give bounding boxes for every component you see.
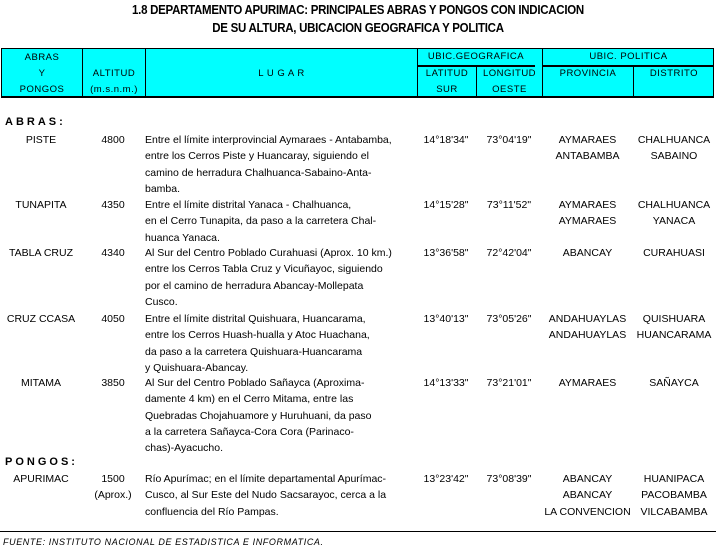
cell-provincia-line: AYMARAES xyxy=(558,134,617,146)
cell-altitud-line: 4800 xyxy=(101,134,125,146)
cell-distrito-line: CURAHUASI xyxy=(643,247,705,259)
cell-lugar-line: entre los Cerros Piste y Huancaray, siguiendo el xyxy=(145,150,369,163)
section-label-pongos: PONGOS: xyxy=(5,456,78,468)
cell-altitud-line: (Aprox.) xyxy=(94,489,132,502)
cell-provincia xyxy=(542,471,633,520)
col-header-ubic-geografica: UBIC.GEOGRAFICA xyxy=(427,51,525,62)
cell-distrito-line: PACOBAMBA xyxy=(641,489,707,502)
cell-altitud xyxy=(82,245,144,261)
col-header-longitud: LONGITUD OESTE xyxy=(482,68,537,95)
cell-lugar xyxy=(145,245,417,310)
cell-provincia-line: ABANCAY xyxy=(562,489,613,502)
cell-latitud: 13°23'42" xyxy=(423,473,469,485)
cell-name: TUNAPITA xyxy=(15,199,67,211)
cell-name: TABLA CRUZ xyxy=(9,247,73,259)
cell-lugar-line: entre los Cerros Tabla Cruz y Vicuñayoc, siguiendo xyxy=(145,263,383,276)
cell-provincia-line: AYMARAES xyxy=(558,377,617,389)
cell-altitud xyxy=(82,197,144,213)
cell-lugar-line: Cusco, al Sur Este del Nudo Sacsarayoc, cerca a la xyxy=(145,489,387,502)
cell-provincia-line: AYMARAES xyxy=(558,215,617,228)
col-header-abras: ABRAS Y PONGOS xyxy=(19,52,65,95)
cell-altitud xyxy=(82,375,144,391)
cell-name: APURIMAC xyxy=(13,473,69,485)
cell-altitud-line: 4050 xyxy=(101,313,125,325)
cell-distrito xyxy=(633,245,715,261)
cell-lugar-line: entre los Cerros Huash-hualla y Atoc Huachana, xyxy=(145,329,370,342)
cell-provincia-line: AYMARAES xyxy=(558,199,617,211)
col-header-distrito: DISTRITO xyxy=(649,68,699,79)
cell-lugar xyxy=(145,197,417,246)
cell-distrito-line: VILCABAMBA xyxy=(640,505,708,518)
cell-distrito xyxy=(633,311,715,344)
cell-lugar xyxy=(145,311,417,376)
cell-distrito-line: QUISHUARA xyxy=(642,313,706,325)
cell-distrito-line: HUANIPACA xyxy=(643,473,705,485)
bottom-rule xyxy=(0,531,716,532)
cell-provincia-line: LA CONVENCION xyxy=(544,505,631,518)
cell-lugar-line: huanca Yanaca. xyxy=(145,231,220,244)
cell-lugar-line: en el Cerro Tunapita, da paso a la carretera Chal- xyxy=(145,215,377,228)
cell-lugar-line: a la carretera Sañayca-Cora Cora (Parinaco- xyxy=(145,425,354,438)
cell-distrito-line: YANACA xyxy=(652,215,696,228)
cell-longitud: 73°04'19" xyxy=(486,134,532,146)
cell-latitud: 14°18'34" xyxy=(423,134,469,146)
cell-provincia xyxy=(542,311,633,344)
cell-lugar xyxy=(145,471,417,520)
cell-lugar-line: Río Apurímac; en el límite departamental Apurímac- xyxy=(145,473,387,485)
cell-distrito-line: SABAINO xyxy=(650,150,698,163)
cell-lugar-line: damente 4 km) en el Cerro Mitama, entre las xyxy=(145,393,354,406)
page-subtitle: DE SU ALTURA, UBICACION GEOGRAFICA Y POLITICA xyxy=(212,21,504,35)
cell-name: MITAMA xyxy=(20,377,62,389)
cell-lugar-line: por el camino de herradura Abancay-Mollepata xyxy=(145,279,364,292)
cell-lugar-line: chas)-Ayacucho. xyxy=(145,442,224,455)
cell-latitud: 13°40'13" xyxy=(423,313,469,325)
col-header-lugar: L U G A R xyxy=(258,68,305,79)
cell-longitud: 73°08'39" xyxy=(486,473,532,485)
cell-lugar-line: Cusco. xyxy=(145,295,178,308)
cell-altitud-line: 4350 xyxy=(101,199,125,211)
cell-lugar-line: Entre el límite distrital Quishuara, Huancarama, xyxy=(145,313,366,325)
cell-lugar-line: Entre el límite distrital Yanaca - Chalhuanca, xyxy=(145,199,352,211)
cell-provincia-line: ANDAHUAYLAS xyxy=(548,329,627,342)
cell-provincia xyxy=(542,375,633,391)
cell-longitud: 73°11'52" xyxy=(486,199,532,211)
page-title: 1.8 DEPARTAMENTO APURIMAC: PRINCIPALES ABRAS Y PONGOS CON INDICACION xyxy=(132,3,584,17)
cell-longitud: 72°42'04" xyxy=(486,247,532,259)
cell-lugar-line: y Quishuara-Abancay. xyxy=(145,361,249,374)
cell-lugar-line: bamba. xyxy=(145,182,181,195)
cell-distrito-line: CHALHUANCA xyxy=(637,199,711,211)
cell-distrito-line: SAÑAYCA xyxy=(649,377,699,389)
cell-provincia-line: ANDAHUAYLAS xyxy=(548,313,627,325)
cell-altitud xyxy=(82,132,144,148)
cell-longitud: 73°05'26" xyxy=(486,313,532,325)
cell-provincia xyxy=(542,132,633,165)
cell-provincia xyxy=(542,197,633,230)
cell-lugar xyxy=(145,375,417,456)
cell-distrito xyxy=(633,375,715,391)
col-header-provincia: PROVINCIA xyxy=(559,68,617,79)
cell-lugar xyxy=(145,132,417,197)
cell-distrito-line: HUANCARAMA xyxy=(636,329,712,342)
cell-name: PISTE xyxy=(25,134,57,146)
cell-lugar-line: Quebradas Chojahuamore y Huruhuani, da paso xyxy=(145,409,372,422)
cell-latitud: 14°15'28" xyxy=(423,199,469,211)
cell-lugar-line: Entre el límite interprovincial Aymaraes - Antabamba, xyxy=(145,134,392,146)
cell-name: CRUZ CCASA xyxy=(6,313,76,325)
cell-altitud xyxy=(82,471,144,504)
col-header-latitud: LATITUD SUR xyxy=(425,68,469,95)
table-header xyxy=(1,48,714,98)
cell-lugar-line: Al Sur del Centro Poblado Sañayca (Aproxima- xyxy=(145,377,365,389)
cell-altitud-line: 1500 xyxy=(101,473,125,485)
cell-altitud xyxy=(82,311,144,327)
cell-lugar-line: Al Sur del Centro Poblado Curahuasi (Aprox. 10 km.) xyxy=(145,247,392,259)
col-header-ubic-politica: UBIC. POLITICA xyxy=(589,51,668,62)
cell-distrito-line: CHALHUANCA xyxy=(637,134,711,146)
section-label-abras: ABRAS: xyxy=(5,116,66,128)
cell-distrito xyxy=(633,197,715,230)
cell-distrito xyxy=(633,471,715,520)
cell-lugar-line: camino de herradura Chalhuanca-Sabaino-Anta- xyxy=(145,166,372,179)
cell-longitud: 73°21'01" xyxy=(486,377,532,389)
source-footnote: FUENTE: INSTITUTO NACIONAL DE ESTADISTICA E INFORMATICA. xyxy=(3,537,324,547)
cell-provincia xyxy=(542,245,633,261)
cell-provincia-line: ABANCAY xyxy=(562,247,613,259)
cell-distrito xyxy=(633,132,715,165)
cell-provincia-line: ABANCAY xyxy=(562,473,613,485)
cell-provincia-line: ANTABAMBA xyxy=(555,150,620,163)
col-header-altitud: ALTITUD (m.s.n.m.) xyxy=(90,68,138,95)
cell-latitud: 13°36'58" xyxy=(423,247,469,259)
cell-lugar-line: confluencia del Río Pampas. xyxy=(145,505,279,518)
cell-latitud: 14°13'33" xyxy=(423,377,469,389)
cell-altitud-line: 4340 xyxy=(101,247,125,259)
cell-lugar-line: da paso a la carretera Quishuara-Huancarama xyxy=(145,345,363,358)
cell-altitud-line: 3850 xyxy=(101,377,125,389)
